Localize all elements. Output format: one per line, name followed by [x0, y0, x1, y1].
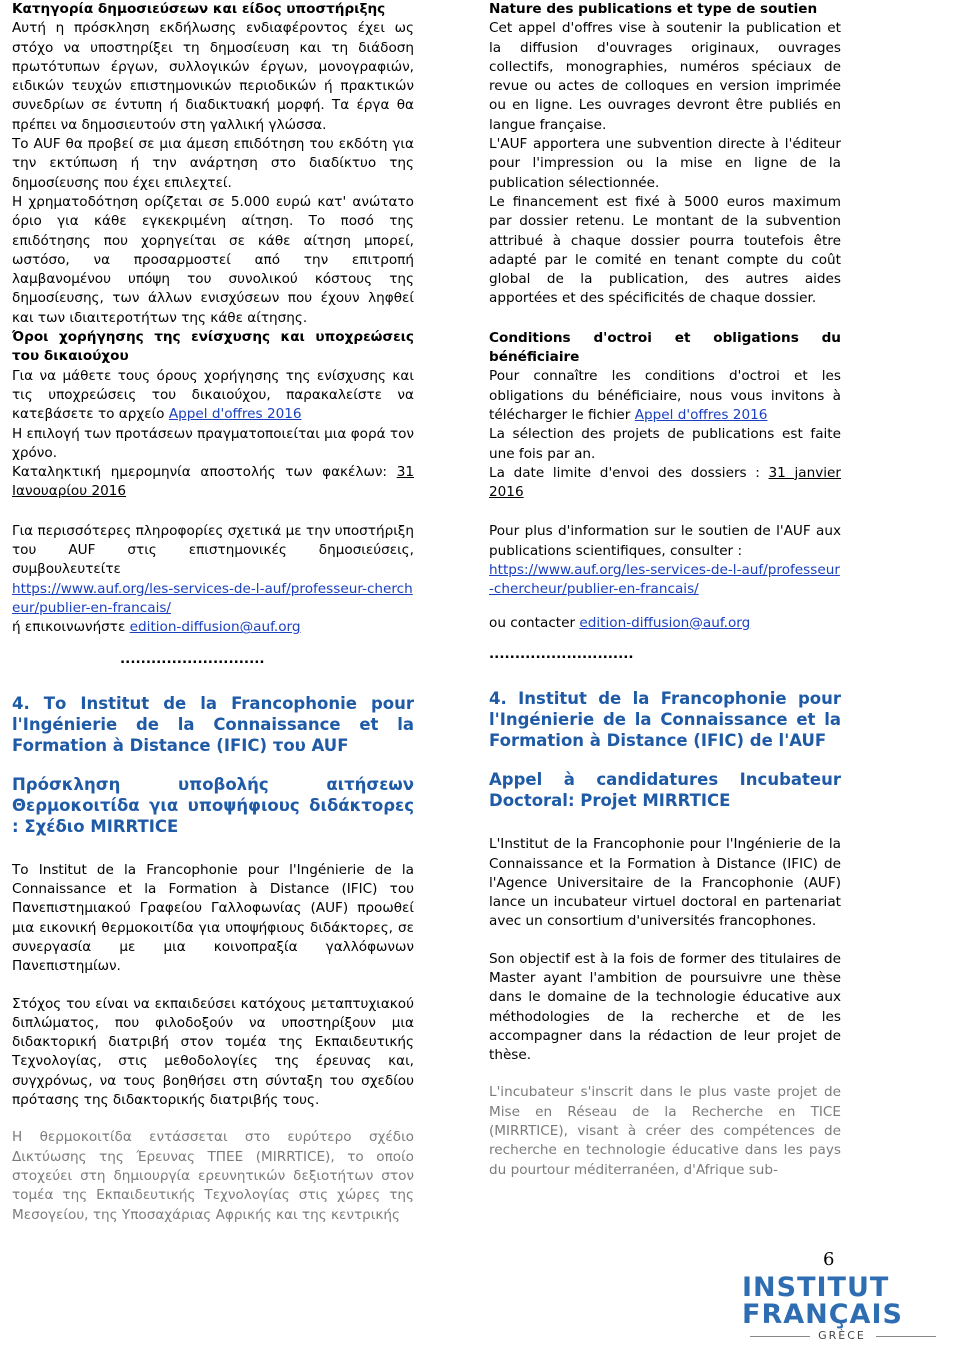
paragraph: Αυτή η πρόσκληση εκδήλωσης ενδιαφέροντος έχει ως στόχο να υποστηρίξει τη δημοσίευση και τη διάδοση πρωτότυπων έργων, συλλογικών έργων, μονογραφιών, ειδικών τευχών επιστημονικών περιοδικών ή πρακτικών συνεδρίων σε έντυπη ή διαδικτυακή μορφή. Τα έργα θα πρέπει να δημοσιευτούν στη γαλλική γλώσσα.: [12, 20, 414, 133]
paragraph: [12, 463, 414, 502]
contact-email-link[interactable]: edition-diffusion@auf.org: [129, 619, 301, 636]
auf-url-link[interactable]: https://www.auf.org/les-services-de-l-auf/professeur-chercheur/publier-en-francais/: [489, 562, 840, 598]
section-title: Nature des publications et type de soutien: [489, 1, 818, 17]
section-title: Όροι χορήγησης της ενίσχυσης και υποχρεώσεις του δικαιούχου: [12, 329, 414, 365]
separator-dots: ............................: [120, 650, 265, 667]
logo-country: GRÈCE: [818, 1329, 866, 1342]
call-title: Appel à candidatures Incubateur Doctoral: Projet MIRRTICE: [489, 770, 841, 811]
paragraph: L'AUF apportera une subvention directe à l'éditeur pour l'impression ou la mise en ligne de la publication sélectionnée.: [489, 136, 841, 191]
institut-francais-logo: [742, 1272, 952, 1346]
contact-prefix: ou contacter: [489, 614, 576, 631]
paragraph: L'Institut de la Francophonie pour l'Ingénierie de la Connaissance et la Formation à Distance (IFIC) de l'Agence Universitaire de la Francophonie (AUF) lance un incubateur virtuel doctoral en partenariat avec un consortium d'universités francophones.: [489, 836, 841, 930]
info-paragraph: [489, 561, 841, 600]
page-number: 6: [823, 1249, 835, 1270]
section-4-title: 4. Institut de la Francophonie pour l'Ingénierie de la Connaissance et la Formation à Distance (IFIC) de l'AUF: [489, 689, 841, 751]
paragraph: Η χρηματοδότηση ορίζεται σε 5.000 ευρώ κατ' ανώτατο όριο για κάθε εγκεκριμένη αίτηση. Το ποσό της επιδότησης που χορηγείται σε κάθε αίτηση μπορεί, ωστόσο, να προσαρμοστεί από την επιτροπή λαμβανομένου υπόψη του συνολικού κόστους της δημοσίευσης, των άλλων ενισχύσεων που έχουν ληφθεί και των ιδιαιτεροτήτων της κάθε αίτησης.: [12, 193, 414, 326]
paragraph: Cet appel d'offres vise à soutenir la publication et la diffusion d'ouvrages originaux, ouvrages collectifs, monographies, numéros spéciaux de revue ou actes de colloques en version imprimée ou en ligne. Les ouvrages devront être publiés en langue française.: [489, 20, 841, 133]
paragraph: Η θερμοκοιτίδα εντάσσεται στο ευρύτερο σχέδιο Δικτύωσης της Έρευνας ΤΠΕΕ (MIRRTICE), το οποίο στοχεύει στη δημιουργία ερευνητικών δεξιοτήτων στον τομέα της Εκπαιδευτικής Τεχνολογίας στις χώρες της Μεσογείου, της Υποσαχάριας Αφρικής και της κεντρικής: [12, 1129, 414, 1223]
contact-prefix: ή επικοινωνήστε: [12, 619, 126, 636]
paragraph: L'incubateur s'inscrit dans le plus vaste projet de Mise en Réseau de la Recherche en TICE (MIRRTICE), visant à créer des compétences de recherche en technologie éducative dans les pays du pourtour méditerranéen, d'Afrique sub-: [489, 1084, 841, 1178]
paragraph: Son objectif est à la fois de former des titulaires de Master ayant l'ambition de poursuivre une thèse dans le domaine de la technologie éducative aux méthodologies de la recherche et de les accompagner dans la rédaction de leur projet de thèse.: [489, 950, 841, 1064]
paragraph: Η επιλογή των προτάσεων πραγματοποιείται μια φορά τον χρόνο.: [12, 425, 414, 461]
separator-dots: ............................: [489, 645, 634, 662]
deadline-date: 31 janvier 2016: [489, 464, 841, 501]
paragraph: Le financement est fixé à 5000 euros maximum par dossier retenu. Le montant de la subvention attribué à chaque dossier pourra toutefois être adapté par le comité en tenant compte du coût global de la publication, des autres aides apportées et des spécificités de chaque dossier.: [489, 193, 841, 307]
conditions-text: Για να μάθετε τους όρους χορήγησης της ενίσχυσης και τις υποχρεώσεις του δικαιούχου, παρακαλείστε να κατεβάσετε το αρχείο: [12, 367, 414, 423]
paragraph: Το AUF θα προβεί σε μια άμεση επιδότηση του εκδότη για την εκτύπωση ή την ανάρτηση στο διαδίκτυο της δημοσίευσης που έχει επιλεχτεί.: [12, 136, 414, 191]
paragraph: Στόχος του είναι να εκπαιδεύσει κατόχους μεταπτυχιακού διπλώματος, που φιλοδοξούν να υποστηρίξουν μια διδακτορική διατριβή στον τομέα της Εκπαιδευτικής Τεχνολογίας, στις μεθοδολογίες της έρευνας και, συγχρόνως, να τους βοηθήσει στη σύνταξη του σχεδίου πρότασης της διδακτορικής διατριβής τους.: [12, 995, 414, 1109]
left-column: [12, 0, 414, 1225]
paragraph: Για περισσότερες πληροφορίες σχετικά με την υποστήριξη του AUF στις επιστημονικές δημοσιεύσεις, συμβουλευτείτε: [12, 522, 414, 578]
section-title: Κατηγορία δημοσιεύσεων και είδος υποστήριξης: [12, 1, 386, 17]
right-column: [489, 0, 841, 1180]
paragraph: Pour plus d'information sur le soutien de l'AUF aux publications scientifiques, consulter :: [489, 523, 841, 559]
appel-offres-link[interactable]: Appel d'offres 2016: [634, 406, 768, 423]
deadline-label: Καταληκτική ημερομηνία αποστολής των φακέλων:: [12, 464, 388, 481]
appel-offres-link[interactable]: Appel d'offres 2016: [168, 406, 302, 423]
deadline-label: La date limite d'envoi des dossiers :: [489, 464, 760, 481]
info-paragraph: [12, 580, 414, 619]
call-title: Πρόσκληση υποβολής αιτήσεων Θερμοκοιτίδα για υποψήφιους διδάκτορες : Σχέδιο MIRRTICE: [12, 774, 414, 836]
paragraph: [489, 367, 841, 425]
deadline-date: 31 Ιανουαρίου 2016: [12, 464, 414, 500]
contact-line: [489, 614, 841, 633]
logo-line-2: FRANÇAIS: [742, 1299, 903, 1330]
conditions-text: Pour connaître les conditions d'octroi et les obligations du bénéficiaire, nous vous invitons à télécharger le fichier: [489, 368, 841, 423]
contact-email-link[interactable]: edition-diffusion@auf.org: [579, 614, 751, 631]
auf-url-link[interactable]: https://www.auf.org/les-services-de-l-auf/professeur-chercheur/publier-en-francais/: [12, 580, 413, 616]
logo-line-1: INSTITUT: [742, 1272, 890, 1303]
paragraph: [12, 367, 414, 425]
paragraph: La sélection des projets de publications est faite une fois par an.: [489, 426, 841, 462]
paragraph: Το Institut de la Francophonie pour l'Ingénierie de la Connaissance et la Formation à Distance (IFIC) του Πανεπιστημιακού Γραφείου Γαλλοφωνίας (AUF) προωθεί μια εικονική θερμοκοιτίδα για υποψήφιους διδάκτορες, σε συνεργασία με μια κοινοπραξία γαλλόφωνων Πανεπιστημίων.: [12, 861, 414, 975]
section-title: Conditions d'octroi et obligations du bénéficiaire: [489, 329, 841, 366]
contact-line: [12, 618, 414, 637]
paragraph: [489, 464, 841, 503]
section-4-title: 4. Το Institut de la Francophonie pour l'Ingénierie de la Connaissance et la Formation à Distance (IFIC) του AUF: [12, 693, 414, 755]
